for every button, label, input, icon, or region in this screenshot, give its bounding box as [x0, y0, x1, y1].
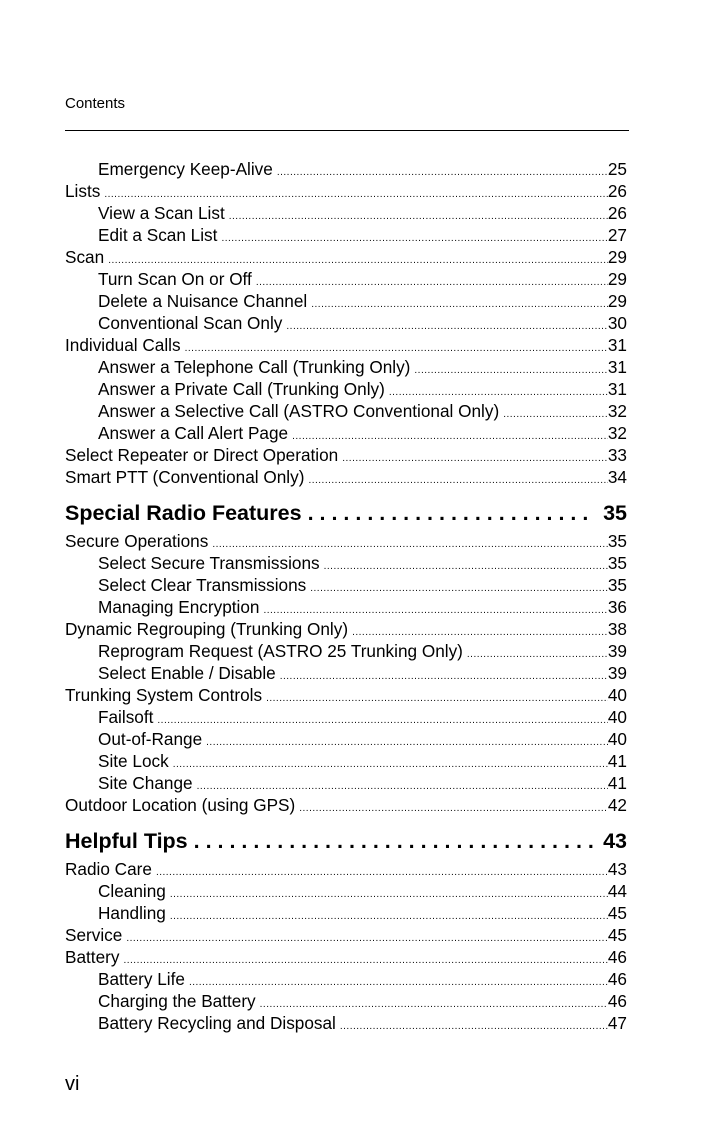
toc-entry-page: 38 [607, 619, 627, 639]
dot-leader [467, 644, 608, 666]
toc-entry-page: 33 [607, 445, 627, 465]
dot-leader [308, 496, 595, 530]
toc-entry-title: Reprogram Request (ASTRO 25 Trunking Only) [98, 641, 463, 661]
toc-entry-page: 39 [607, 663, 627, 683]
toc-entry[interactable] [65, 246, 627, 268]
toc-entry-title: Failsoft [98, 707, 154, 727]
toc-section-heading[interactable] [65, 496, 627, 530]
toc-entry[interactable] [65, 1012, 627, 1034]
toc-entry[interactable] [65, 400, 627, 422]
toc-entry-page: 35 [603, 501, 627, 525]
toc-entry-title: Answer a Call Alert Page [98, 423, 289, 443]
toc-entry-title: Battery [65, 947, 120, 967]
dot-leader [266, 688, 608, 710]
toc-entry-title: Select Repeater or Direct Operation [65, 445, 339, 465]
toc-entry[interactable] [65, 268, 627, 290]
toc-entry-title: Select Clear Transmissions [98, 575, 307, 595]
toc-entry-page: 40 [607, 685, 627, 705]
toc-entry-title: Managing Encryption [98, 597, 260, 617]
dot-leader [503, 404, 608, 426]
toc-entry[interactable] [65, 662, 627, 684]
dot-leader [170, 884, 608, 906]
toc-entry[interactable] [65, 378, 627, 400]
toc-entry[interactable] [65, 794, 627, 816]
toc-section-heading[interactable] [65, 824, 627, 858]
toc-entry-title: Answer a Private Call (Trunking Only) [98, 379, 385, 399]
toc-entry-page: 31 [607, 335, 627, 355]
toc-entry-title: Smart PTT (Conventional Only) [65, 467, 305, 487]
toc-entry[interactable] [65, 750, 627, 772]
dot-leader [340, 1016, 608, 1038]
toc-entry-title: Out-of-Range [98, 729, 203, 749]
toc-entry-title: Select Enable / Disable [98, 663, 276, 683]
toc-entry-page: 30 [607, 313, 627, 333]
toc-entry[interactable] [65, 772, 627, 794]
toc-entry[interactable] [65, 946, 627, 968]
running-head: Contents [65, 95, 126, 112]
toc-entry[interactable] [65, 640, 627, 662]
dot-leader [286, 316, 607, 338]
toc-entry[interactable] [65, 858, 627, 880]
toc-entry-title: Turn Scan On or Off [98, 269, 252, 289]
toc-entry-title: Radio Care [65, 859, 152, 879]
toc-entry[interactable] [65, 312, 627, 334]
toc-entry-title: Lists [65, 181, 101, 201]
toc-entry-page: 47 [607, 1013, 627, 1033]
toc-entry[interactable] [65, 728, 627, 750]
toc-entry-page: 32 [607, 423, 627, 443]
toc-entry-page: 45 [607, 925, 627, 945]
toc-entry-page: 26 [607, 181, 627, 201]
toc-entry[interactable] [65, 334, 627, 356]
toc-entry-title: Edit a Scan List [98, 225, 218, 245]
toc-entry-page: 27 [607, 225, 627, 245]
dot-leader [414, 360, 607, 382]
table-of-contents [65, 158, 627, 1034]
toc-entry-page: 29 [607, 247, 627, 267]
toc-entry[interactable] [65, 530, 627, 552]
toc-entry[interactable] [65, 968, 627, 990]
toc-entry-page: 41 [607, 751, 627, 771]
toc-entry-title: Emergency Keep-Alive [98, 159, 273, 179]
toc-entry[interactable] [65, 902, 627, 924]
toc-entry-title: Charging the Battery [98, 991, 256, 1011]
toc-entry[interactable] [65, 880, 627, 902]
toc-entry-page: 36 [607, 597, 627, 617]
dot-leader [310, 578, 608, 600]
toc-entry-title: Helpful Tips [65, 829, 188, 853]
toc-entry-page: 34 [607, 467, 627, 487]
dot-leader [170, 906, 608, 928]
toc-entry-title: Select Secure Transmissions [98, 553, 320, 573]
toc-entry[interactable] [65, 990, 627, 1012]
toc-entry-title: Answer a Telephone Call (Trunking Only) [98, 357, 411, 377]
dot-leader [308, 470, 607, 492]
dot-leader [194, 824, 595, 858]
toc-entry-title: Dynamic Regrouping (Trunking Only) [65, 619, 349, 639]
dot-leader [342, 448, 608, 470]
toc-entry-page: 26 [607, 203, 627, 223]
toc-entry-title: Special Radio Features [65, 501, 302, 525]
toc-entry-page: 32 [607, 401, 627, 421]
toc-entry-title: Trunking System Controls [65, 685, 263, 705]
dot-leader [221, 228, 607, 250]
toc-entry[interactable] [65, 202, 627, 224]
toc-entry-page: 46 [607, 991, 627, 1011]
toc-entry[interactable] [65, 356, 627, 378]
toc-entry-page: 43 [607, 859, 627, 879]
dot-leader [126, 928, 608, 950]
toc-entry-page: 41 [607, 773, 627, 793]
toc-entry-page: 35 [607, 575, 627, 595]
dot-leader [157, 710, 607, 732]
toc-entry-page: 42 [607, 795, 627, 815]
dot-leader [280, 666, 608, 688]
toc-entry-page: 35 [607, 553, 627, 573]
toc-entry-page: 46 [607, 947, 627, 967]
toc-entry-page: 44 [607, 881, 627, 901]
toc-entry-title: View a Scan List [98, 203, 225, 223]
toc-entry-page: 29 [607, 269, 627, 289]
toc-entry[interactable] [65, 552, 627, 574]
toc-entry-title: Battery Recycling and Disposal [98, 1013, 336, 1033]
toc-entry[interactable] [65, 596, 627, 618]
toc-entry[interactable] [65, 290, 627, 312]
toc-entry-title: Scan [65, 247, 105, 267]
toc-entry-page: 40 [607, 729, 627, 749]
toc-entry-page: 45 [607, 903, 627, 923]
toc-entry[interactable] [65, 180, 627, 202]
dot-leader [299, 798, 608, 820]
toc-entry[interactable] [65, 444, 627, 466]
dot-leader [173, 754, 608, 776]
header-rule [65, 130, 629, 131]
toc-entry-page: 29 [607, 291, 627, 311]
toc-entry-page: 25 [607, 159, 627, 179]
dot-leader [277, 162, 608, 184]
dot-leader [311, 294, 608, 316]
toc-entry[interactable] [65, 224, 627, 246]
toc-entry-title: Handling [98, 903, 166, 923]
toc-entry-title: Service [65, 925, 123, 945]
dot-leader [206, 732, 608, 754]
toc-entry-page: 31 [607, 379, 627, 399]
toc-entry-page: 39 [607, 641, 627, 661]
toc-entry[interactable] [65, 466, 627, 488]
toc-entry[interactable] [65, 574, 627, 596]
toc-entry-title: Conventional Scan Only [98, 313, 283, 333]
toc-entry-title: Cleaning [98, 881, 166, 901]
toc-entry-title: Delete a Nuisance Channel [98, 291, 308, 311]
toc-entry[interactable] [65, 706, 627, 728]
toc-entry-page: 40 [607, 707, 627, 727]
toc-entry-title: Secure Operations [65, 531, 209, 551]
toc-entry-page: 43 [603, 829, 627, 853]
toc-entry-page: 35 [607, 531, 627, 551]
toc-entry-title: Site Lock [98, 751, 169, 771]
toc-entry-title: Site Change [98, 773, 193, 793]
toc-entry-page: 46 [607, 969, 627, 989]
toc-entry-title: Answer a Selective Call (ASTRO Conventional Only) [98, 401, 500, 421]
dot-leader [123, 950, 607, 972]
toc-entry-title: Outdoor Location (using GPS) [65, 795, 296, 815]
toc-entry[interactable] [65, 924, 627, 946]
toc-entry-title: Individual Calls [65, 335, 181, 355]
toc-entry-page: 31 [607, 357, 627, 377]
toc-entry[interactable] [65, 422, 627, 444]
dot-leader [229, 206, 608, 228]
toc-entry[interactable] [65, 158, 627, 180]
dot-leader [324, 556, 608, 578]
page-number: vi [65, 1073, 80, 1095]
toc-entry-title: Battery Life [98, 969, 185, 989]
dot-leader [156, 862, 608, 884]
toc-entry[interactable] [65, 684, 627, 706]
toc-entry[interactable] [65, 618, 627, 640]
